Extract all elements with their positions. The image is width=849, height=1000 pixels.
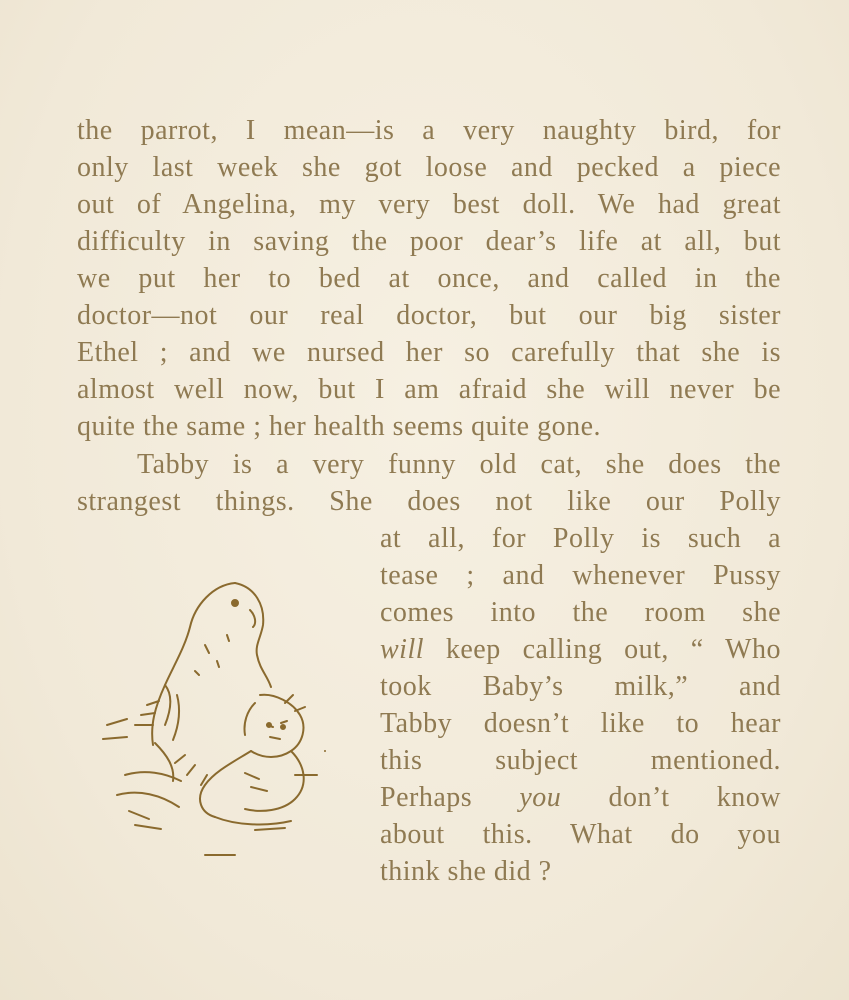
text-line: almost well now, but I am afraid she will never be [77, 374, 781, 405]
text-line [380, 780, 781, 816]
text-span: Perhaps [380, 782, 520, 813]
text-line: think she did ? [380, 856, 552, 887]
text-line: at all, for Polly is such a [380, 523, 781, 554]
text-line [380, 632, 781, 668]
text-line: tease ; and whenever Pussy [380, 560, 781, 591]
text-line: quite the same ; her health seems quite gone. [77, 411, 602, 442]
sketch-cat-and-parrot-icon [95, 575, 355, 875]
text-line: only last week she got loose and pecked a piece [77, 152, 781, 183]
text-line: about this. What do you [380, 819, 781, 850]
italic-word: will [380, 634, 425, 665]
text-span: don’t know [561, 782, 781, 813]
italic-word: you [519, 782, 562, 813]
text-line: difficulty in saving the poor dear’s life at all, but [77, 226, 781, 257]
text-line: this subject mentioned. [380, 745, 781, 776]
text-line: we put her to bed at once, and called in the [77, 263, 781, 294]
text-line: strangest things. She does not like our Polly [77, 486, 781, 517]
text-line: Tabby doesn’t like to hear [380, 708, 781, 739]
text-line: Tabby is a very funny old cat, she does the [137, 449, 781, 480]
text-line: took Baby’s milk,” and [380, 671, 781, 702]
text-span: keep calling out, “ Who [424, 634, 781, 665]
text-line: comes into the room she [380, 597, 781, 628]
text-line: Ethel ; and we nursed her so carefully that she is [77, 337, 781, 368]
text-line: out of Angelina, my very best doll. We had great [77, 189, 781, 220]
text-line: the parrot, I mean—is a very naughty bird, for [77, 115, 781, 146]
text-line: doctor—not our real doctor, but our big sister [77, 300, 781, 331]
